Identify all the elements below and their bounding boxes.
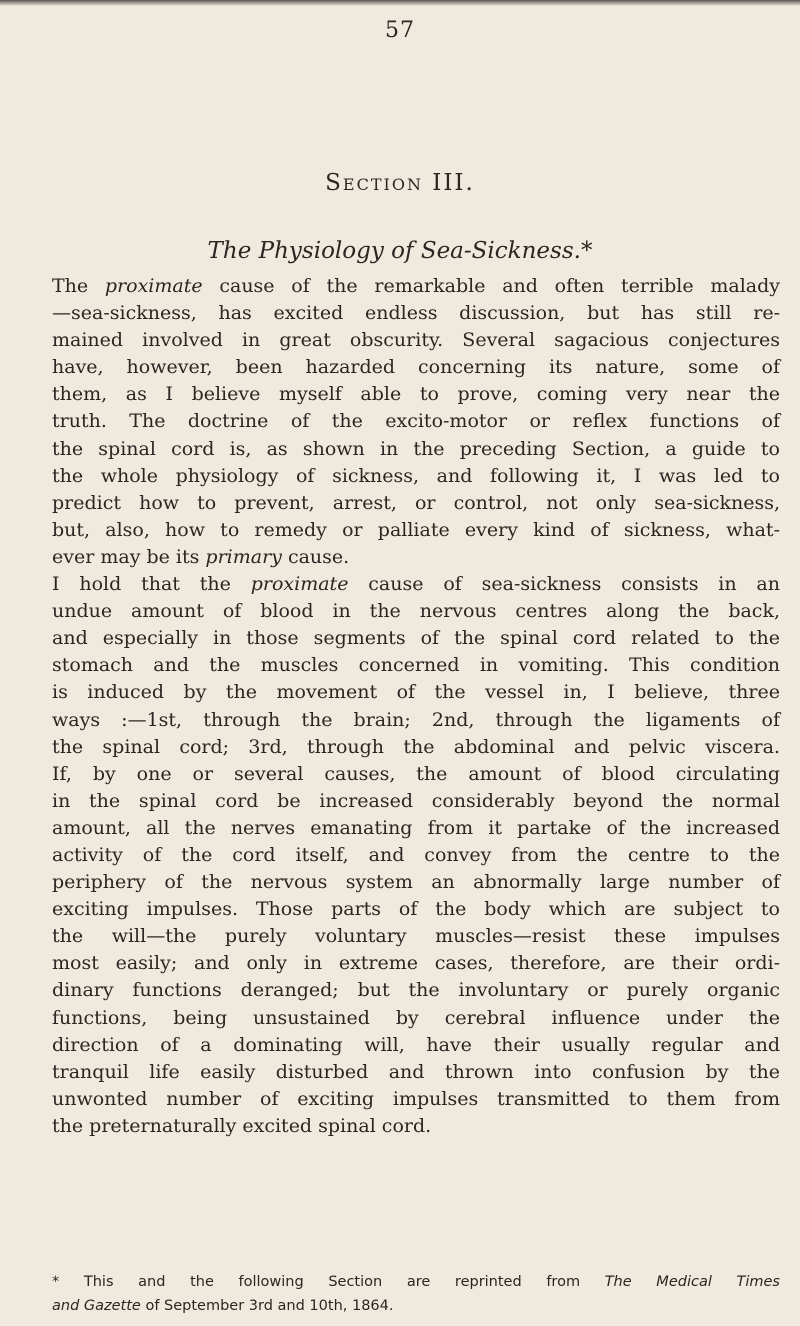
text-line [52,463,780,490]
text-line [52,436,780,463]
text-segment: direction of a dominating will, have their usually regular and [52,1033,780,1056]
text-segment: in the spinal cord be increased considerably beyond the normal [52,789,780,812]
text-line [52,950,780,977]
text-line [52,1113,780,1140]
text-segment: periphery of the nervous system an abnormally large number of [52,871,780,894]
footnote-line [52,1294,780,1318]
text-segment: the whole physiology of sickness, and following it, I was led to [52,464,780,487]
text-line [52,354,780,381]
text-line [52,1032,780,1059]
text-segment: truth. The doctrine of the excito-motor or reflex functions of [52,410,780,433]
text-line [52,598,780,625]
text-line [52,300,780,327]
text-segment: and especially in those segments of the spinal cord related to the [52,627,780,650]
text-line [52,707,780,734]
page-number: 57 [385,18,415,43]
text-segment: I hold that the [52,573,251,596]
text-line [52,381,780,408]
italic-word: primary [205,545,282,568]
text-segment: ever may be its [52,545,206,568]
text-segment: mained involved in great obscurity. Several sagacious conjectures [52,329,780,352]
text-line [52,815,780,842]
text-line [52,923,780,950]
text-line [52,1086,780,1113]
chapter-title: The Physiology of Sea-Sickness.* [207,238,593,264]
text-line [52,896,780,923]
text-segment: predict how to prevent, arrest, or control, not only sea-sickness, [52,491,780,514]
text-segment: the spinal cord is, as shown in the preceding Section, a guide to [52,437,780,460]
text-segment: cause of sea-sickness consists in an [348,573,781,596]
text-line [52,327,780,354]
body-text [52,273,780,1140]
text-line [52,408,780,435]
text-segment: exciting impulses. Those parts of the body which are subject to [52,898,780,921]
footnote-source: The Medical Times [604,1274,780,1290]
footnote-line [52,1270,780,1294]
text-segment: most easily; and only in extreme cases, therefore, are their ordi- [52,952,780,975]
text-segment: If, by one or several causes, the amount of blood circulating [52,762,780,785]
text-segment: them, as I believe myself able to prove, coming very near the [52,383,780,406]
text-line [52,842,780,869]
text-segment: have, however, been hazarded concerning its nature, some of [52,356,780,379]
text-line [52,625,780,652]
italic-word: proximate [104,275,203,297]
text-segment: The [52,275,105,297]
text-segment: tranquil life easily disturbed and thrown into confusion by the [52,1060,780,1083]
footnote [52,1270,780,1318]
text-segment: the will—the purely voluntary muscles—resist these impulses [52,925,780,948]
text-line [52,679,780,706]
text-line [52,273,780,300]
text-line [52,652,780,679]
text-segment: —sea-sickness, has excited endless discussion, but has still re- [52,302,780,325]
text-segment: amount, all the nerves emanating from it partake of the increased [52,816,780,839]
italic-word: proximate [250,573,349,596]
footnote-source-continued: and Gazette [52,1298,141,1314]
section-heading: Section III. [325,170,475,196]
page-top-edge [0,0,800,6]
text-segment: cause of the remarkable and often terrible malady [202,275,780,297]
text-segment: unwonted number of exciting impulses transmitted to them from [52,1087,780,1110]
text-segment: but, also, how to remedy or palliate every kind of sickness, what- [52,518,780,541]
text-segment: the spinal cord; 3rd, through the abdominal and pelvic viscera. [52,735,780,758]
text-segment: is induced by the movement of the vessel in, I believe, three [52,681,780,704]
text-segment: dinary functions deranged; but the involuntary or purely organic [52,979,780,1002]
text-line [52,517,780,544]
footnote-date: of September 3rd and 10th, 1864. [140,1298,394,1314]
text-line [52,869,780,896]
text-line [52,788,780,815]
text-segment: undue amount of blood in the nervous centres along the back, [52,600,780,623]
text-line [52,544,780,571]
text-segment: stomach and the muscles concerned in vomiting. This condition [52,654,780,677]
text-line [52,1059,780,1086]
text-line [52,977,780,1004]
footnote-text: * This and the following Section are reprinted from [52,1274,605,1290]
text-segment: activity of the cord itself, and convey from the centre to the [52,843,780,866]
text-segment: functions, being unsustained by cerebral influence under the [52,1006,780,1029]
text-line [52,571,780,598]
text-line [52,761,780,788]
text-segment: the preternaturally excited spinal cord. [52,1114,432,1137]
text-segment: cause. [281,545,350,568]
text-line [52,734,780,761]
text-line [52,1005,780,1032]
text-line [52,490,780,517]
text-segment: ways :—1st, through the brain; 2nd, through the ligaments of [52,708,780,731]
